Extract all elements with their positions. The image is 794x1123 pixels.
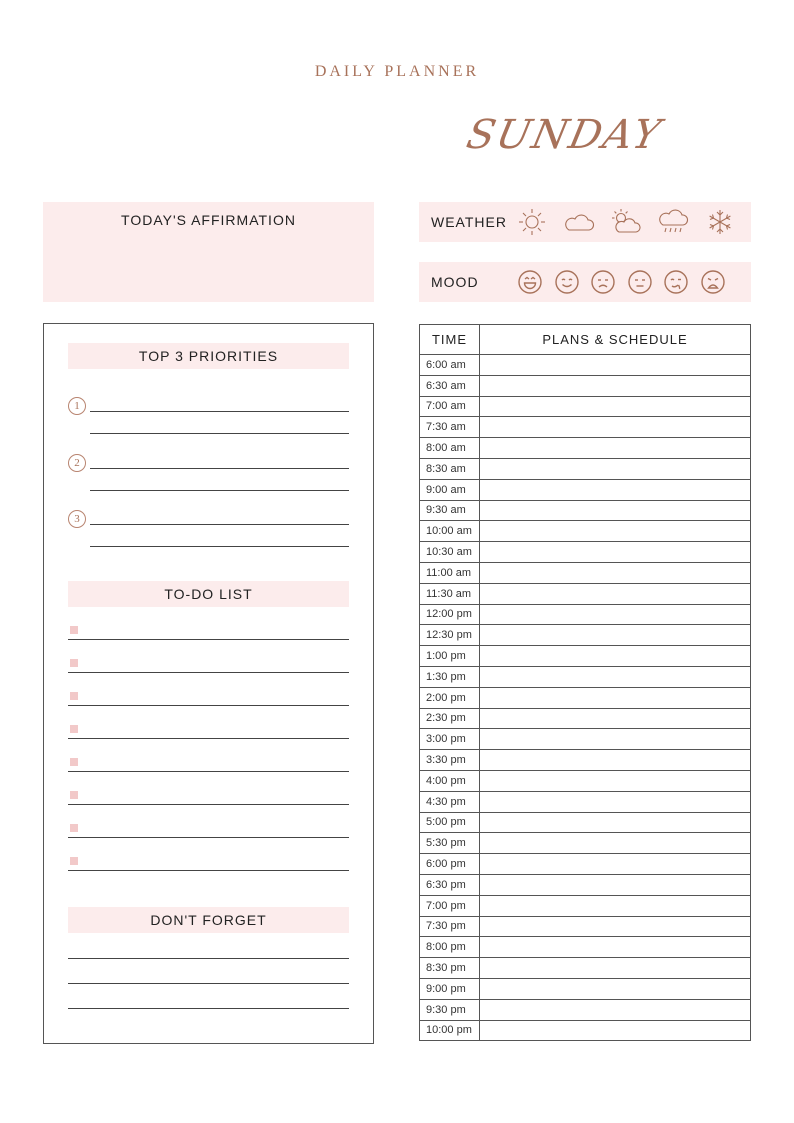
priority-line — [90, 468, 349, 469]
time-cell: 7:30 pm — [420, 916, 480, 937]
schedule-row — [420, 791, 751, 812]
weather-label: WEATHER — [431, 214, 507, 230]
schedule-row — [420, 978, 751, 999]
dont-forget-line[interactable] — [68, 983, 349, 984]
priorities-heading: TOP 3 PRIORITIES — [68, 343, 349, 369]
time-cell: 9:30 pm — [420, 999, 480, 1020]
time-cell: 11:30 am — [420, 583, 480, 604]
time-header: TIME — [420, 325, 480, 355]
time-cell: 2:00 pm — [420, 687, 480, 708]
schedule-row — [420, 708, 751, 729]
plan-cell[interactable] — [480, 583, 751, 604]
winking-face-icon[interactable] — [663, 269, 689, 295]
plan-cell[interactable] — [480, 978, 751, 999]
todo-item[interactable] — [68, 857, 349, 877]
schedule-row — [420, 458, 751, 479]
time-cell: 7:00 pm — [420, 895, 480, 916]
todo-line — [68, 804, 349, 805]
plan-cell[interactable] — [480, 646, 751, 667]
schedule-header-row — [420, 325, 751, 355]
weather-icons — [516, 208, 751, 236]
priority-item[interactable] — [68, 400, 349, 449]
time-cell: 7:00 am — [420, 396, 480, 417]
time-cell: 6:30 pm — [420, 874, 480, 895]
plan-cell[interactable] — [480, 479, 751, 500]
schedule-row — [420, 417, 751, 438]
plan-cell[interactable] — [480, 791, 751, 812]
plan-cell[interactable] — [480, 396, 751, 417]
time-cell: 4:00 pm — [420, 770, 480, 791]
priority-line — [90, 546, 349, 547]
time-cell: 6:00 am — [420, 355, 480, 376]
schedule-row — [420, 750, 751, 771]
plan-cell[interactable] — [480, 854, 751, 875]
priority-number: 2 — [68, 454, 86, 472]
todo-item[interactable] — [68, 626, 349, 646]
todo-line — [68, 771, 349, 772]
priority-line — [90, 411, 349, 412]
time-cell: 4:30 pm — [420, 791, 480, 812]
todo-line — [68, 672, 349, 673]
time-cell: 7:30 am — [420, 417, 480, 438]
todo-item[interactable] — [68, 824, 349, 844]
todo-item[interactable] — [68, 659, 349, 679]
priority-item[interactable] — [68, 457, 349, 506]
todo-item[interactable] — [68, 692, 349, 712]
plan-cell[interactable] — [480, 666, 751, 687]
checkbox[interactable] — [70, 725, 78, 733]
schedule-row — [420, 355, 751, 376]
snowflake-icon[interactable] — [704, 208, 736, 236]
plan-cell[interactable] — [480, 729, 751, 750]
schedule-row — [420, 562, 751, 583]
schedule-row — [420, 666, 751, 687]
smiling-face-icon[interactable] — [554, 269, 580, 295]
schedule-row — [420, 542, 751, 563]
mood-strip — [419, 262, 751, 302]
time-cell: 6:30 am — [420, 375, 480, 396]
schedule-row — [420, 729, 751, 750]
todo-line — [68, 705, 349, 706]
time-cell: 9:00 am — [420, 479, 480, 500]
plan-cell[interactable] — [480, 895, 751, 916]
time-cell: 8:30 am — [420, 458, 480, 479]
schedule-row — [420, 1020, 751, 1041]
plan-cell[interactable] — [480, 687, 751, 708]
time-cell: 11:00 am — [420, 562, 480, 583]
partly-cloudy-icon[interactable] — [610, 208, 642, 236]
checkbox[interactable] — [70, 758, 78, 766]
plan-cell[interactable] — [480, 438, 751, 459]
weather-strip — [419, 202, 751, 242]
time-cell: 2:30 pm — [420, 708, 480, 729]
neutral-face-icon[interactable] — [627, 269, 653, 295]
plan-cell[interactable] — [480, 916, 751, 937]
todo-line — [68, 738, 349, 739]
time-cell: 9:30 am — [420, 500, 480, 521]
plan-cell[interactable] — [480, 812, 751, 833]
schedule-row — [420, 521, 751, 542]
schedule-row — [420, 854, 751, 875]
checkbox[interactable] — [70, 824, 78, 832]
time-cell: 8:00 pm — [420, 937, 480, 958]
time-cell: 8:00 am — [420, 438, 480, 459]
time-cell: 9:00 pm — [420, 978, 480, 999]
time-cell: 6:00 pm — [420, 854, 480, 875]
priority-line — [90, 490, 349, 491]
schedule-row — [420, 916, 751, 937]
plan-cell[interactable] — [480, 521, 751, 542]
todo-item[interactable] — [68, 725, 349, 745]
todo-item[interactable] — [68, 791, 349, 811]
schedule-row — [420, 646, 751, 667]
day-heading: SUNDAY — [462, 112, 667, 158]
todo-line — [68, 870, 349, 871]
left-panel — [43, 323, 374, 1044]
plan-cell[interactable] — [480, 562, 751, 583]
schedule-row — [420, 874, 751, 895]
time-cell: 3:00 pm — [420, 729, 480, 750]
schedule-row — [420, 375, 751, 396]
plan-cell[interactable] — [480, 458, 751, 479]
schedule-row — [420, 833, 751, 854]
plan-cell[interactable] — [480, 604, 751, 625]
laughing-face-icon[interactable] — [517, 269, 543, 295]
priority-line — [90, 433, 349, 434]
plan-cell[interactable] — [480, 500, 751, 521]
schedule-row — [420, 625, 751, 646]
dont-forget-line[interactable] — [68, 958, 349, 959]
sad-face-icon[interactable] — [590, 269, 616, 295]
checkbox[interactable] — [70, 857, 78, 865]
plans-header: PLANS & SCHEDULE — [480, 325, 751, 355]
plan-cell[interactable] — [480, 833, 751, 854]
mood-icons — [517, 269, 736, 295]
schedule-row — [420, 583, 751, 604]
time-cell: 3:30 pm — [420, 750, 480, 771]
cloud-icon[interactable] — [563, 208, 595, 236]
plan-cell[interactable] — [480, 355, 751, 376]
plan-cell[interactable] — [480, 958, 751, 979]
schedule-row — [420, 604, 751, 625]
schedule-row — [420, 937, 751, 958]
schedule-body — [420, 355, 751, 1041]
priority-number: 1 — [68, 397, 86, 415]
plan-cell[interactable] — [480, 625, 751, 646]
todo-heading: TO-DO LIST — [68, 581, 349, 607]
dont-forget-heading: DON'T FORGET — [68, 907, 349, 933]
mood-label: MOOD — [431, 274, 479, 290]
schedule-row — [420, 687, 751, 708]
schedule-row — [420, 500, 751, 521]
checkbox[interactable] — [70, 626, 78, 634]
checkbox[interactable] — [70, 692, 78, 700]
planner-title: DAILY PLANNER — [314, 63, 480, 80]
plan-cell[interactable] — [480, 375, 751, 396]
plan-cell[interactable] — [480, 937, 751, 958]
affirmation-label: TODAY'S AFFIRMATION — [121, 212, 296, 228]
schedule-row — [420, 438, 751, 459]
schedule-row — [420, 812, 751, 833]
plan-cell[interactable] — [480, 708, 751, 729]
plan-cell[interactable] — [480, 542, 751, 563]
sun-icon[interactable] — [516, 208, 548, 236]
schedule-table — [419, 324, 751, 1041]
plan-cell[interactable] — [480, 1020, 751, 1041]
plan-cell[interactable] — [480, 874, 751, 895]
todo-item[interactable] — [68, 758, 349, 778]
todo-line — [68, 639, 349, 640]
schedule-row — [420, 895, 751, 916]
plan-cell[interactable] — [480, 999, 751, 1020]
plan-cell[interactable] — [480, 417, 751, 438]
time-cell: 8:30 pm — [420, 958, 480, 979]
dont-forget-line[interactable] — [68, 1008, 349, 1009]
checkbox[interactable] — [70, 791, 78, 799]
todo-line — [68, 837, 349, 838]
affirmation-box[interactable] — [43, 202, 374, 302]
schedule-row — [420, 770, 751, 791]
time-cell: 5:00 pm — [420, 812, 480, 833]
priority-number: 3 — [68, 510, 86, 528]
time-cell: 10:30 am — [420, 542, 480, 563]
schedule-row — [420, 479, 751, 500]
rain-cloud-icon[interactable] — [657, 208, 689, 236]
time-cell: 1:00 pm — [420, 646, 480, 667]
time-cell: 12:30 pm — [420, 625, 480, 646]
time-cell: 1:30 pm — [420, 666, 480, 687]
schedule-row — [420, 999, 751, 1020]
time-cell: 10:00 pm — [420, 1020, 480, 1041]
plan-cell[interactable] — [480, 770, 751, 791]
plan-cell[interactable] — [480, 750, 751, 771]
time-cell: 12:00 pm — [420, 604, 480, 625]
crying-face-icon[interactable] — [700, 269, 726, 295]
priority-line — [90, 524, 349, 525]
priority-item[interactable] — [68, 513, 349, 562]
checkbox[interactable] — [70, 659, 78, 667]
schedule-row — [420, 396, 751, 417]
time-cell: 5:30 pm — [420, 833, 480, 854]
schedule-row — [420, 958, 751, 979]
time-cell: 10:00 am — [420, 521, 480, 542]
